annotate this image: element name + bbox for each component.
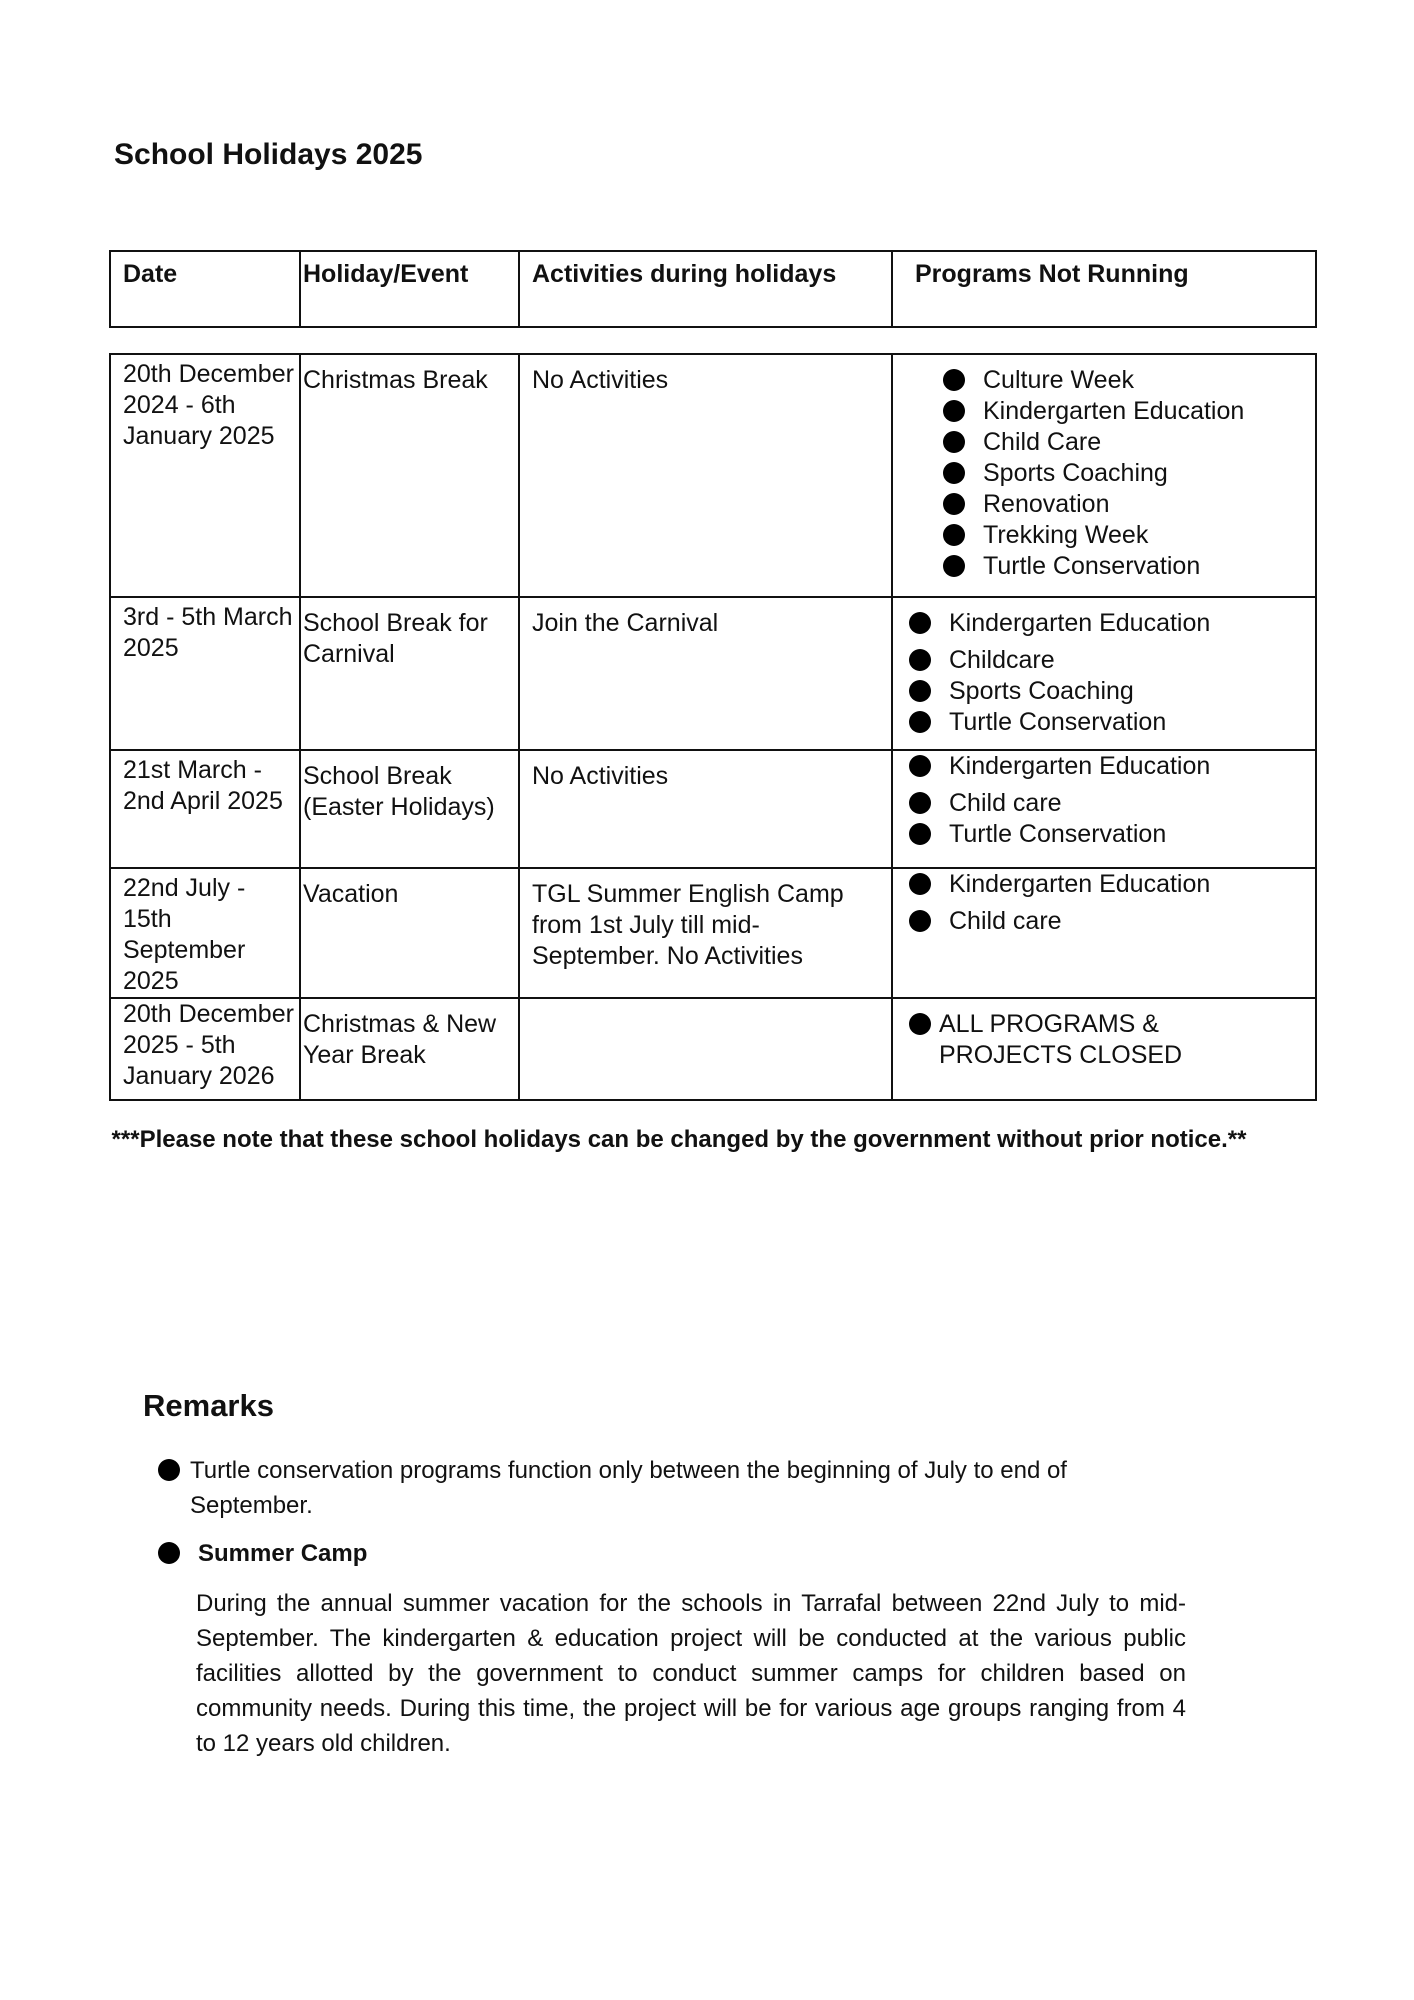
header-programs: Programs Not Running [892, 251, 1316, 327]
summer-camp-paragraph: During the annual summer vacation for the schools in Tarrafal between 22nd July to mid-September. The kindergarten & education project will be conducted at the various public facilities allotted by the government to conduct summer camps for children based on community needs. During this time, the project will be for various age groups ranging from 4 to 12 years old children. [196, 1590, 1186, 1757]
list-item: Child care [909, 906, 1315, 937]
remarks-title: Remarks [143, 1388, 274, 1423]
row-date: 21st March - 2nd April 2025 [110, 750, 300, 868]
list-item: Child care [909, 788, 1315, 819]
header-date: Date [110, 251, 300, 327]
programs-list [909, 365, 1315, 582]
row-activities: No Activities [519, 354, 892, 597]
row-programs [892, 597, 1316, 750]
list-item: Sports Coaching [909, 676, 1315, 707]
remark-heading: Summer Camp [198, 1540, 368, 1567]
row-programs [892, 868, 1316, 998]
list-item: Turtle Conservation [909, 819, 1315, 850]
list-item: Turtle Conservation [943, 551, 1315, 582]
programs-list [909, 608, 1315, 738]
table-row [110, 750, 1316, 868]
row-date: 3rd - 5th March 2025 [110, 597, 300, 750]
row-date: 20th December 2025 - 5th January 2026 [110, 998, 300, 1100]
list-item: Sports Coaching [943, 458, 1315, 489]
header-activities: Activities during holidays [519, 251, 892, 327]
list-item: Turtle Conservation [909, 707, 1315, 738]
programs-list [909, 1009, 1315, 1071]
row-event: School Break (Easter Holidays) [300, 750, 519, 868]
row-activities [519, 998, 892, 1100]
row-programs [892, 750, 1316, 868]
list-item: Childcare [909, 645, 1315, 676]
row-programs [892, 998, 1316, 1100]
table-row [110, 597, 1316, 750]
table-row [110, 354, 1316, 597]
row-date: 20th December 2024 - 6th January 2025 [110, 354, 300, 597]
row-event: Christmas & New Year Break [300, 998, 519, 1100]
remark-item [158, 1453, 1190, 1523]
table-header-row [110, 251, 1316, 327]
row-activities: No Activities [519, 750, 892, 868]
row-event: School Break for Carnival [300, 597, 519, 750]
list-item: Kindergarten Education [943, 396, 1315, 427]
row-date: 22nd July - 15th September 2025 [110, 868, 300, 998]
list-item: Kindergarten Education [909, 869, 1315, 900]
list-item: Renovation [943, 489, 1315, 520]
row-activities: TGL Summer English Camp from 1st July till mid-September. No Activities [519, 868, 892, 998]
page-title: School Holidays 2025 [114, 138, 423, 171]
list-item: Culture Week [943, 365, 1315, 396]
row-activities: Join the Carnival [519, 597, 892, 750]
row-programs [892, 354, 1316, 597]
list-item: Child Care [943, 427, 1315, 458]
disclaimer-note: ***Please note that these school holidays can be changed by the government without prior notice.** [111, 1126, 1247, 1153]
row-event: Christmas Break [300, 354, 519, 597]
list-item: ALL PROGRAMS & PROJECTS CLOSED [909, 1009, 1219, 1071]
programs-list [909, 869, 1315, 937]
header-event: Holiday/Event [300, 251, 519, 327]
remark-item [158, 1536, 367, 1571]
table-row [110, 998, 1316, 1100]
list-item: Kindergarten Education [909, 608, 1315, 639]
programs-list [909, 751, 1315, 850]
bullet-icon [158, 1459, 180, 1481]
row-event: Vacation [300, 868, 519, 998]
remark-text: Turtle conservation programs function only between the beginning of July to end of September. [190, 1457, 1067, 1519]
list-item: Kindergarten Education [909, 751, 1315, 782]
table-row [110, 868, 1316, 998]
bullet-icon [158, 1542, 180, 1564]
holiday-table [109, 353, 1317, 1101]
holiday-table-header [109, 250, 1317, 328]
list-item: Trekking Week [943, 520, 1315, 551]
